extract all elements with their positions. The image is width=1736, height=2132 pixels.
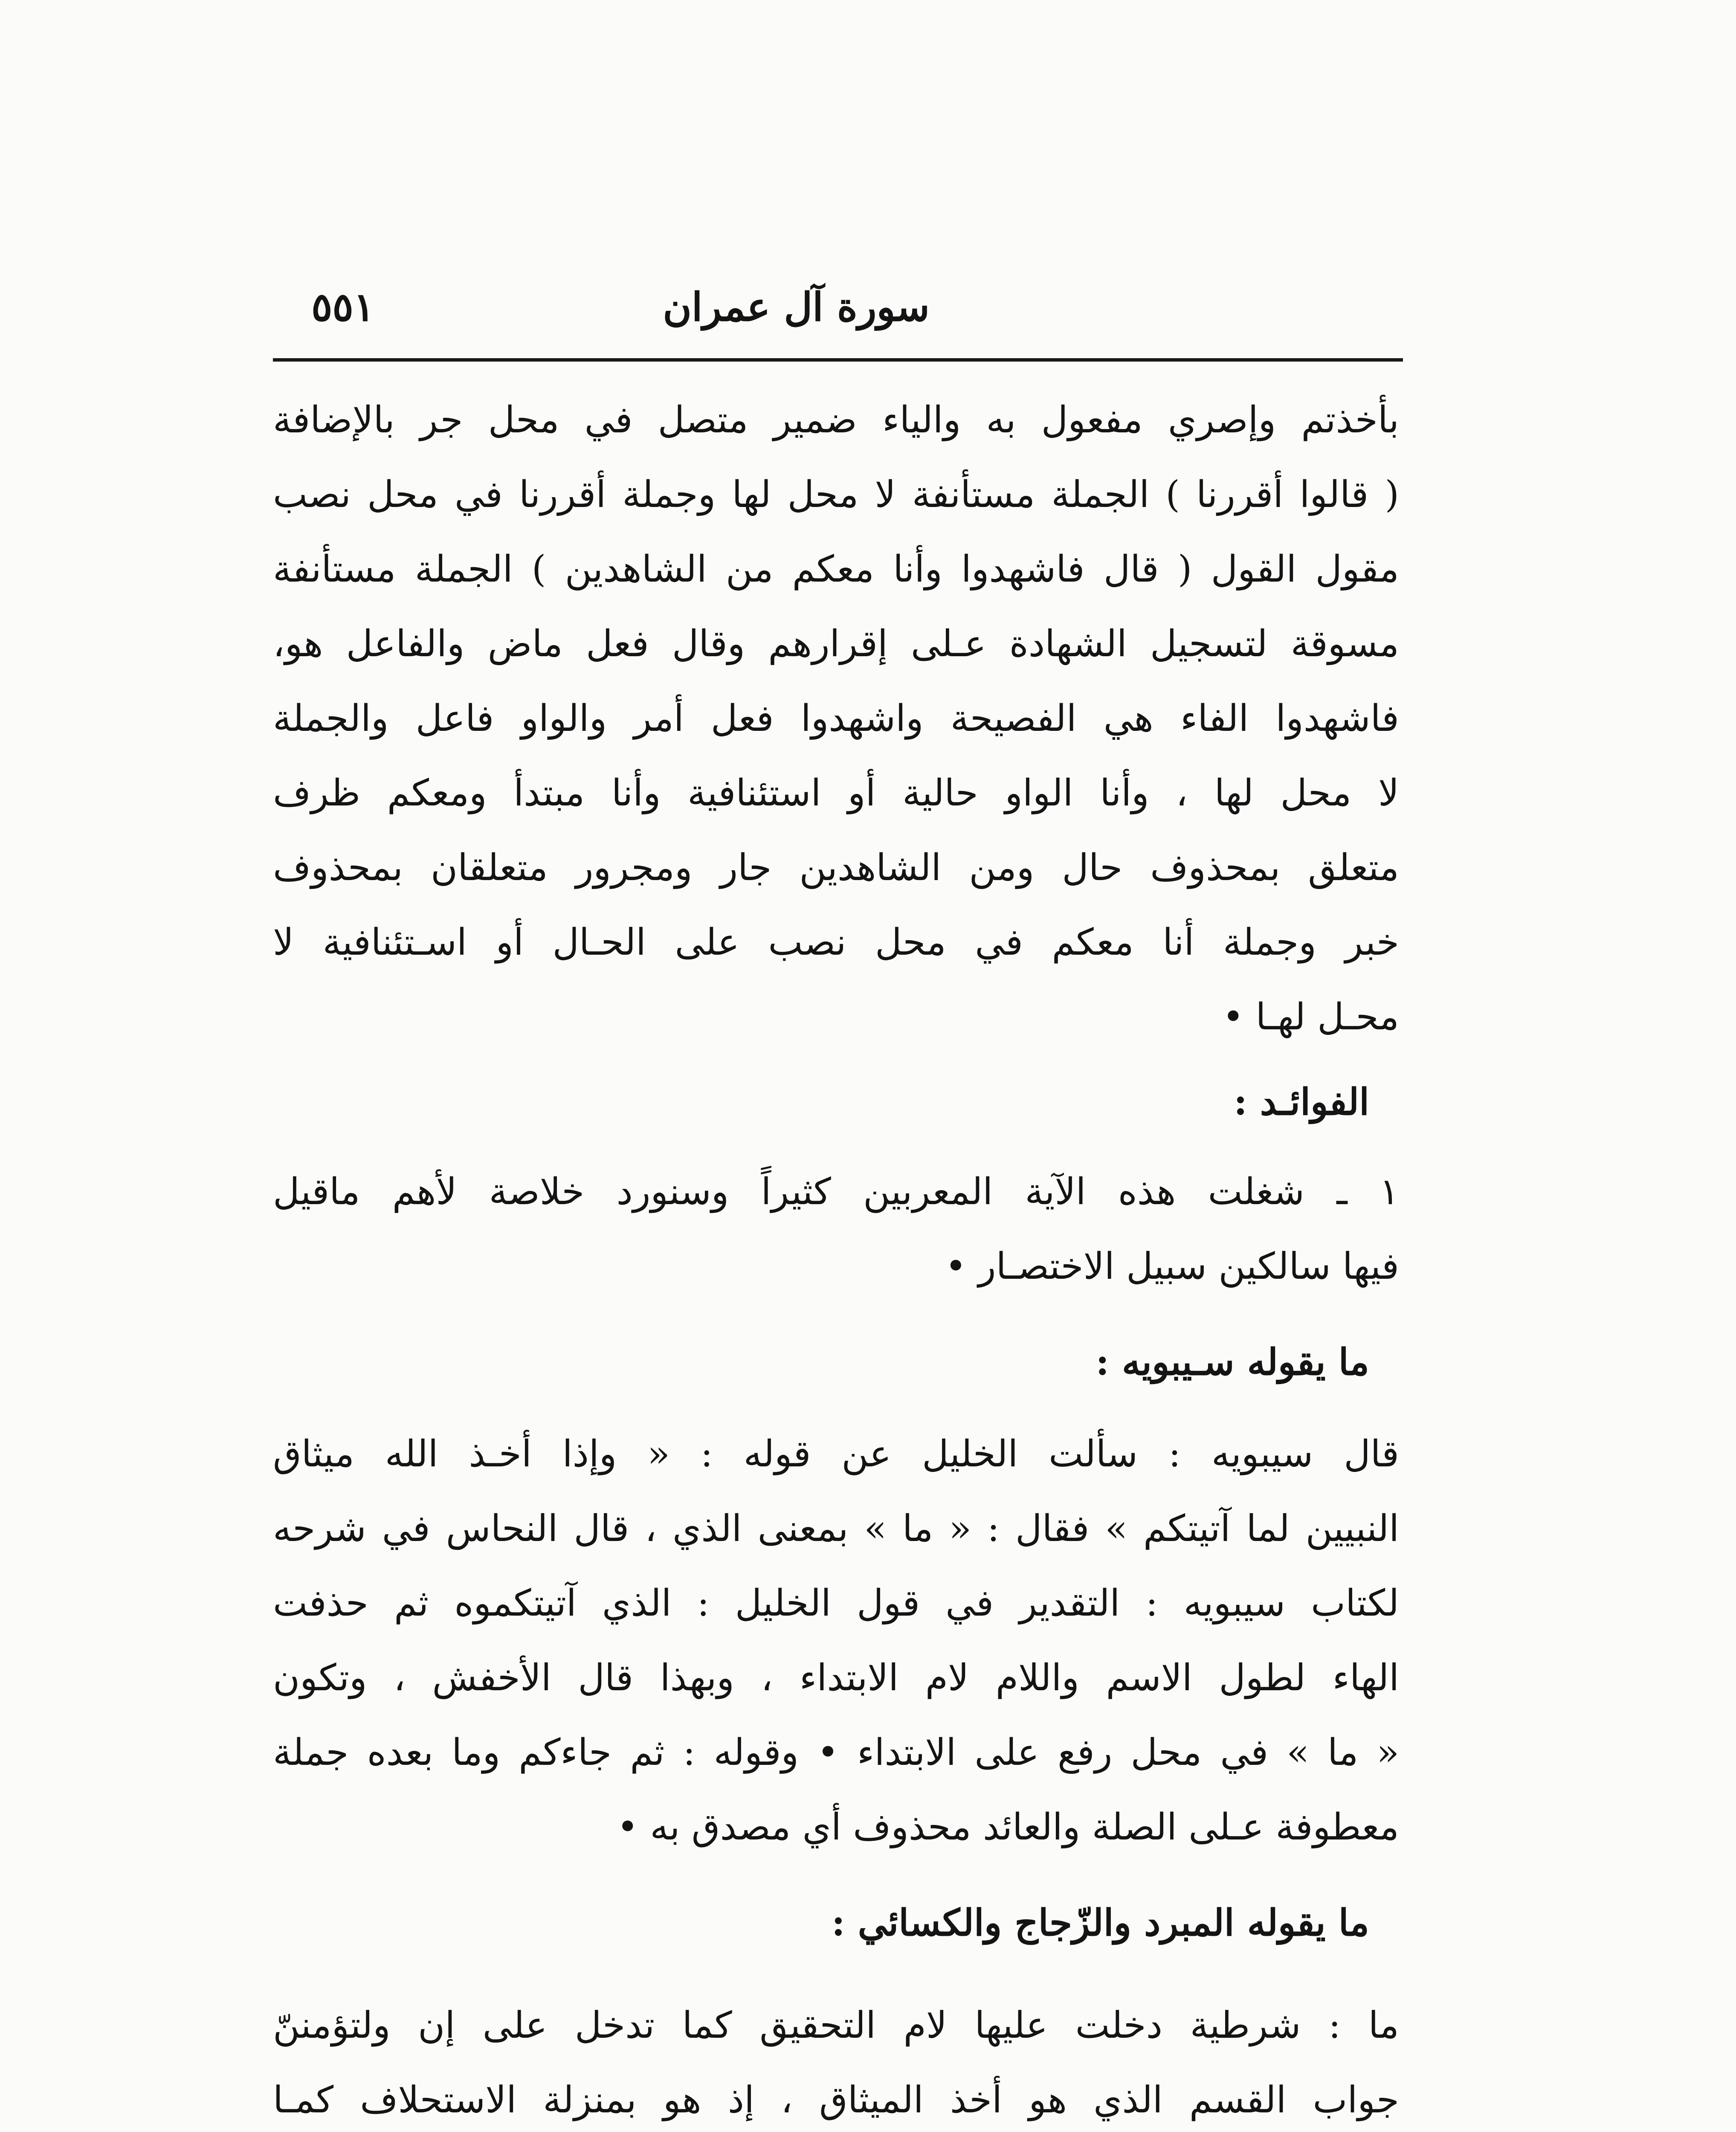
- text-line: فيها سالكين سبيل الاختصـار •: [945, 1245, 1399, 1288]
- section-heading-sibawayh: ما يقوله سـيبويه :: [1096, 1341, 1369, 1384]
- page-header: [273, 273, 1403, 358]
- text-line: متعلق بمحذوف حال ومن الشاهدين جار ومجرور متعلقان بمحذوف: [273, 846, 1399, 889]
- text-line: محـل لهـا •: [1222, 996, 1399, 1038]
- text-line: لكتاب سيبويه : التقدير في قول الخليل : الذي آتيتكموه ثم حذفت: [273, 1582, 1399, 1625]
- text-line: خبر وجملة أنا معكم في محل نصب على الحـال أو اسـتئنافية لا: [273, 921, 1399, 964]
- text-line: مسوقة لتسجيل الشهادة عـلى إقرارهم وقال فعل ماض والفاعل هو،: [273, 623, 1399, 665]
- text-line: بأخذتم وإصري مفعول به والياء ضمير متصل في محل جر بالإضافة: [273, 399, 1399, 441]
- section-heading-fawaid: الفوائـد :: [1234, 1080, 1369, 1124]
- text-line: الهاء لطول الاسم واللام لام الابتداء ، وبهذا قال الأخفش ، وتكون: [273, 1657, 1399, 1699]
- surah-title: سورة آل عمران: [663, 284, 930, 330]
- text-line: قال سيبويه : سألت الخليل عن قوله : « وإذا أخـذ الله ميثاق: [273, 1433, 1399, 1475]
- text-line: ( قالوا أقررنا ) الجملة مستأنفة لا محل لها وجملة أقررنا في محل نصب: [273, 473, 1399, 516]
- text-line: مقول القول ( قال فاشهدوا وأنا معكم من الشاهدين ) الجملة مستأنفة: [273, 548, 1399, 591]
- text-line: ١ ـ شغلت هذه الآية المعربين كثيراً وسنورد خلاصة لأهم ماقيل: [273, 1170, 1399, 1213]
- section-heading-mubarrad: ما يقوله المبرد والزّجاج والكسائي :: [831, 1901, 1369, 1944]
- text-line: لا محل لها ، وأنا الواو حالية أو استئنافية وأنا مبتدأ ومعكم ظرف: [273, 772, 1399, 814]
- page-number: ٥٥١: [311, 284, 375, 330]
- text-line: معطوفة عـلى الصلة والعائد محذوف أي مصدق به •: [617, 1806, 1399, 1848]
- header-rule: [273, 358, 1403, 362]
- text-line: « ما » في محل رفع على الابتداء • وقوله : ثم جاءكم وما بعده جملة: [273, 1731, 1399, 1774]
- text-line: جواب القسم الذي هو أخذ الميثاق ، إذ هو بمنزلة الاستحلاف كمـا: [273, 2079, 1399, 2121]
- text-line: ما : شرطية دخلت عليها لام التحقيق كما تدخل على إن ولتؤمننّ: [273, 2004, 1399, 2047]
- text-line: فاشهدوا الفاء هي الفصيحة واشهدوا فعل أمر والواو فاعل والجملة: [273, 697, 1399, 740]
- text-line: النبيين لما آتيتكم » فقال : « ما » بمعنى الذي ، قال النحاس في شرحه: [273, 1507, 1399, 1550]
